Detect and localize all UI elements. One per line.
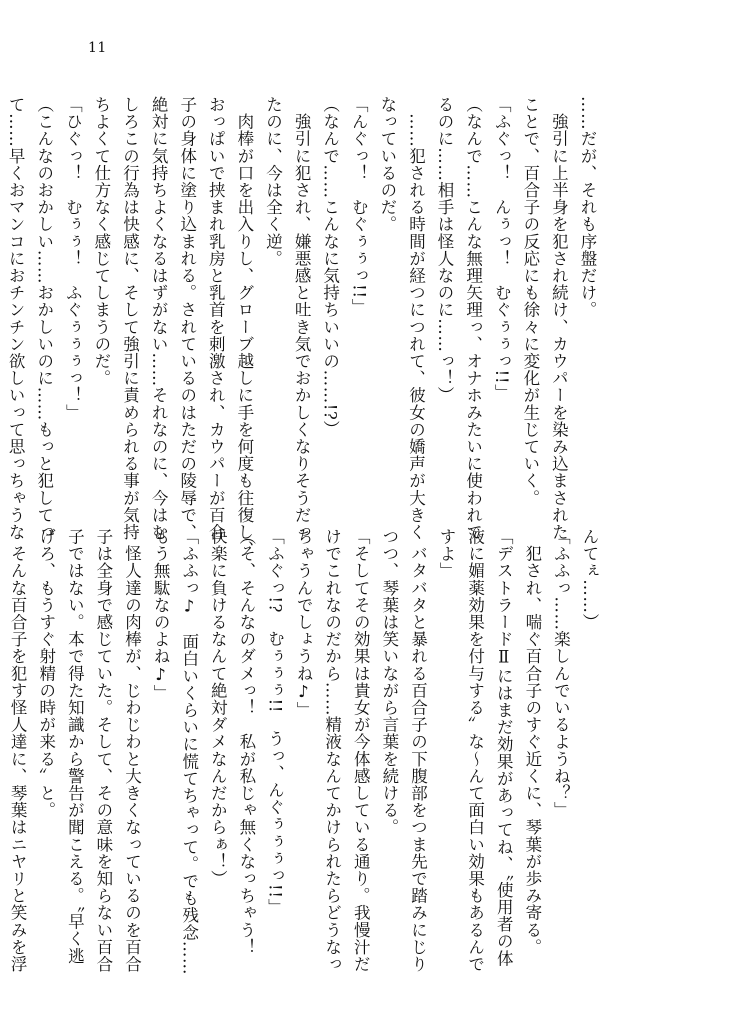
- text-line: 絶対に気持ちよくなるはずがない……それなのに、今はむ: [149, 96, 169, 541]
- text-line: 犯され、喘ぐ百合子のすぐ近くに、琴葉が歩み寄る。: [522, 528, 542, 956]
- text-block-bottom: [8, 528, 603, 976]
- text-line: つつ、琴葉は笑いながら言葉を続ける。: [379, 528, 399, 836]
- text-line: 怪人達の肉棒が、じわじわと大きくなっているのを百合: [122, 528, 142, 973]
- text-line: おっぱいで挟まれ乳房と乳首を刺激され、カウパーが百合: [206, 96, 226, 541]
- text-line: たのに、今は全く逆。: [263, 96, 283, 267]
- page-number: 11: [88, 40, 107, 56]
- text-line: ちゃうんでしょうね♪」: [294, 528, 314, 719]
- text-line: 「ふふっ……楽しんでいるようね？」: [551, 528, 571, 819]
- text-line: ……犯される時間が経つにつれて、彼女の嬌声が大きく: [406, 96, 426, 541]
- text-line: しろこの行為は快感に、そして強引に責められる事が気持: [120, 96, 140, 541]
- text-line: 「ふぐっ！ んぅっ！ むぐぅぅっ!!」: [492, 96, 512, 402]
- text-line: （なんで……こんなに気持ちいいの……!?）: [320, 96, 340, 438]
- text-line: バタバタと暴れる百合子の下腹部をつま先で踏みにじり: [408, 528, 428, 973]
- text-line: ちよくて仕方なく感じてしまうのだ。: [91, 96, 111, 387]
- text-line: 「デストラードⅡにはまだ効果があってね、〝使用者の体: [494, 528, 514, 967]
- text-line: （なんで……こんな無理矢理っ、オナホみたいに使われて: [463, 96, 483, 541]
- text-line: （そ、そんなのダメっ！ 私が私じゃ無くなっちゃう！: [236, 528, 256, 956]
- text-line: 強引に犯され、嫌悪感と吐き気でおかしくなりそうだっ: [292, 96, 312, 541]
- text-line: 快楽に負けるなんて絶対ダメなんだからぁ！）: [208, 528, 228, 888]
- text-line: もう無駄なのよね♪」: [151, 528, 171, 702]
- text-line: 「そしてその効果は貴女が今体感している通り。我慢汁だ: [351, 528, 371, 973]
- text-line: 「ひぐっ！ むぅぅ！ ふぐぅぅぅっ！」: [63, 96, 83, 421]
- text-line: 強引に上半身を犯され続け、カウパーを染み込まされた: [549, 96, 569, 541]
- text-line: 「んぐっ！ むぐぅぅっ!!」: [349, 96, 369, 316]
- text-line: ことで、百合子の反応にも徐々に変化が生じていく。: [520, 96, 540, 507]
- text-line: （こんなのおかしい……おかしいのに……もっと犯してっ: [34, 96, 54, 541]
- text-line: 「ふふっ♪ 面白いくらいに慌てちゃって。でも残念……: [179, 528, 199, 976]
- text-line: て……早くおマンコにおチンチン欲しいって思っちゃうな: [6, 96, 26, 541]
- text-line: 「ふぐっ!? むぅぅぅ!! うっ、んぐぅぅぅっ!!」: [265, 528, 285, 916]
- text-line: 液に媚薬効果を付与する〟な〜んて面白い効果もあるんで: [465, 528, 485, 973]
- text-line: 肉棒が口を出入りし、グローブ越しに手を何度も往復し、: [234, 96, 254, 558]
- text-line: るのに……相手は怪人なのに……っ！）: [435, 96, 455, 404]
- text-line: んてぇ……）: [580, 528, 599, 631]
- text-line: 子ではない。本で得た知識から警告が聞こえる。〝早く逃: [65, 528, 85, 965]
- text-line: げろ、もうすぐ射精の時が来る〟と。: [36, 528, 56, 819]
- text-line: 子の身体に塗り込まれる。されているのはただの陵辱で、: [177, 96, 197, 541]
- text-line: 子は全身で感じていた。そして、その意味を知らない百合: [93, 528, 113, 973]
- text-line: すよ」: [437, 528, 457, 580]
- text-line: ……だが、それも序盤だけ。: [578, 96, 597, 319]
- text-line: なっているのだ。: [377, 96, 397, 233]
- text-line: そんな百合子を犯す怪人達に、琴葉はニヤリと笑みを浮: [8, 528, 28, 973]
- text-line: けでこれなのだから……精液なんてかけられたらどうなっ: [322, 528, 342, 973]
